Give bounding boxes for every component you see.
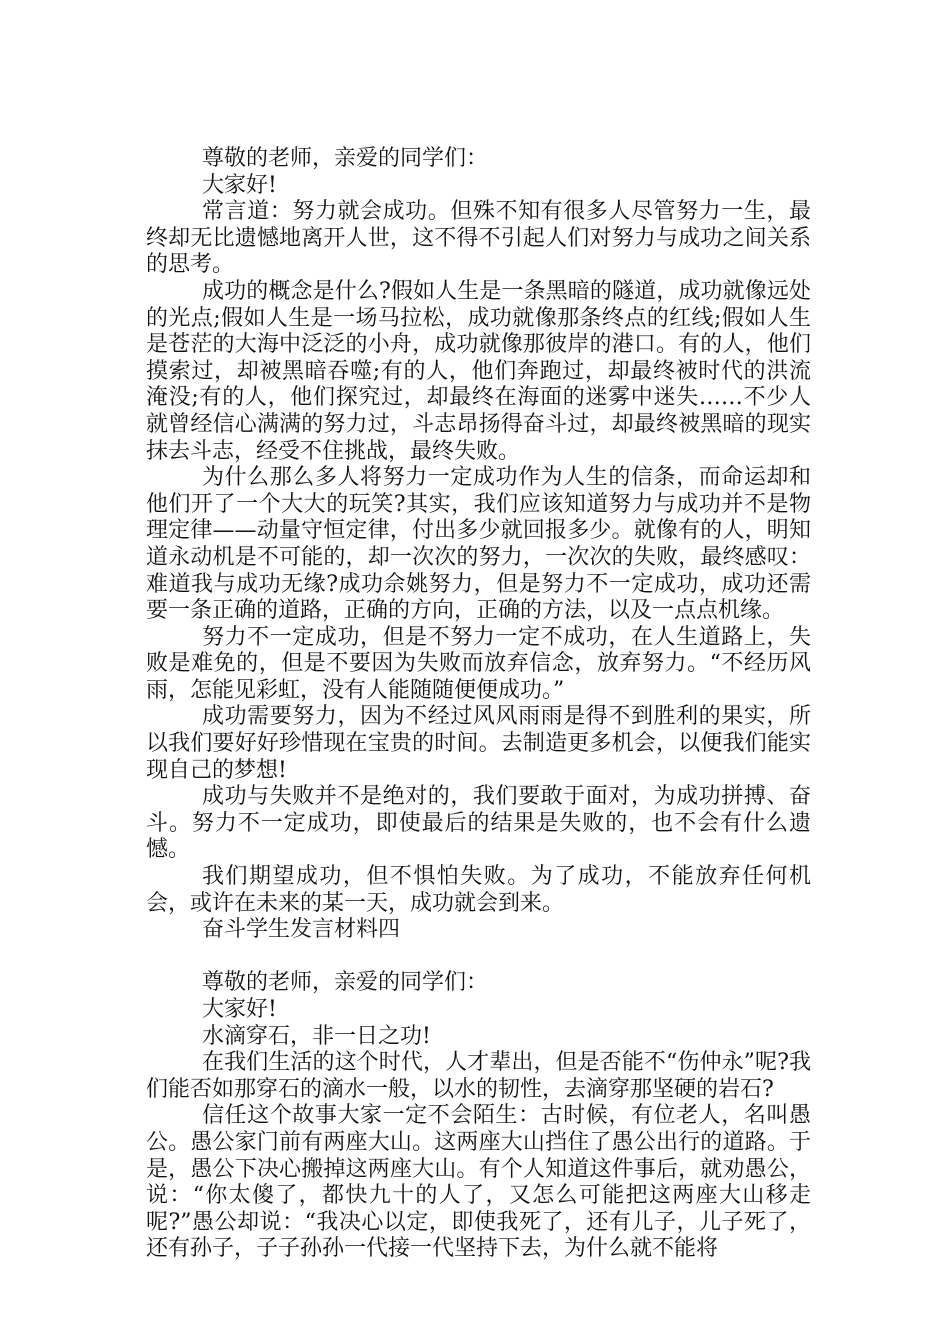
- body-paragraph: 成功需要努力，因为不经过风风雨雨是得不到胜利的果实，所以我们要好好珍惜现在宝贵的时间。去制造更多机会，以便我们能实现自己的梦想!: [146, 704, 811, 783]
- body-paragraph: 成功的概念是什么?假如人生是一条黑暗的隧道，成功就像远处的光点;假如人生是一场马拉松，成功就像那条终点的红线;假如人生是苍茫的大海中泛泛的小舟，成功就像那彼岸的港口。有的人，他们摸索过，却被黑暗吞噬;有的人，他们奔跑过，却最终被时代的洪流淹没;有的人，他们探究过，却最终在海面的迷雾中迷失……不少人就曾经信心满满的努力过，斗志昂扬得奋斗过，却最终被黑暗的现实抹去斗志，经受不住挑战，最终失败。: [146, 278, 811, 464]
- greeting: 大家好!: [202, 172, 277, 198]
- body-paragraph: 在我们生活的这个时代，人才辈出，但是否能不“伤仲永”呢?我们能否如那穿石的滴水一般，以水的韧性，去滴穿那坚硬的岩石?: [146, 1050, 811, 1102]
- salutation: 尊敬的老师，亲爱的同学们：: [202, 146, 489, 171]
- body-paragraph: 常言道：努力就会成功。但殊不知有很多人尽管努力一生，最终却无比遗憾地离开人世，这不得不引起人们对努力与成功之间关系的思考。: [146, 199, 811, 278]
- body-paragraph: 我们期望成功，但不惧怕失败。为了成功，不能放弃任何机会，或许在未来的某一天，成功就会到来。: [146, 864, 811, 916]
- body-paragraph: 为什么那么多人将努力一定成功作为人生的信条，而命运却和他们开了一个大大的玩笑?其实，我们应该知道努力与成功并不是物理定律——动量守恒定律，付出多少就回报多少。就像有的人，明知道永动机是不可能的，却一次次的努力，一次次的失败，最终感叹：难道我与成功无缘?成功佘姚努力，但是努力不一定成功，成功还需要一条正确的道路，正确的方向，正确的方法，以及一点点机缘。: [146, 465, 811, 624]
- body-paragraph: 信任这个故事大家一定不会陌生：古时候，有位老人，名叫愚公。愚公家门前有两座大山。这两座大山挡住了愚公出行的道路。于是，愚公下决心搬掉这两座大山。有个人知道这件事后，就劝愚公，说：“你太傻了，都快九十的人了，又怎么可能把这两座大山移走呢?”愚公却说：“我决心以定，即使我死了，还有儿子，儿子死了，还有孙子，子子孙孙一代接一代坚持下去，为什么就不能将: [146, 1103, 811, 1262]
- greeting: 大家好!: [202, 997, 277, 1022]
- blank-line: [146, 944, 811, 971]
- section-heading: 奋斗学生发言材料四: [202, 917, 401, 943]
- body-paragraph: 努力不一定成功，但是不努力一定不成功，在人生道路上，失败是难免的，但是不要因为失败而放弃信念，放弃努力。“不经历风雨，怎能见彩虹，没有人能随随便便成功。”: [146, 624, 811, 703]
- document-body: [146, 146, 811, 1263]
- body-paragraph: 成功与失败并不是绝对的，我们要敢于面对，为成功拼搏、奋斗。努力不一定成功，即使最后的结果是失败的，也不会有什么遗憾。: [146, 784, 811, 863]
- salutation: 尊敬的老师，亲爱的同学们：: [202, 970, 489, 996]
- body-paragraph: 水滴穿石，非一日之功!: [202, 1023, 431, 1049]
